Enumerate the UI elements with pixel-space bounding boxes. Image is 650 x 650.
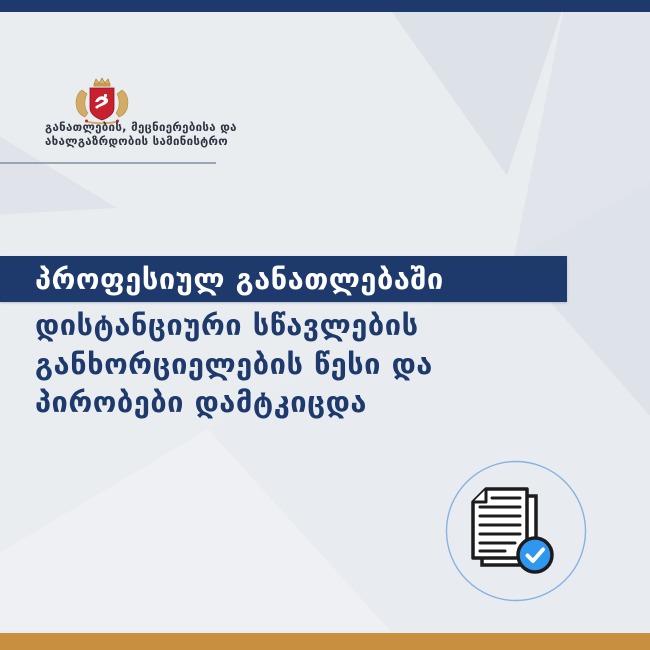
- headline-line-4: პირობები დამტკიცდა: [35, 385, 367, 419]
- header-divider-line: [0, 162, 216, 164]
- headline-line-3: განხორციელების წესი და: [35, 346, 433, 381]
- top-accent-bar: [0, 0, 650, 12]
- document-check-icon: [445, 460, 587, 602]
- bottom-accent-bar: [0, 633, 650, 650]
- headline-banner: [0, 256, 567, 302]
- headline-line-1: პროფესიულ განათლებაში: [35, 262, 444, 296]
- headline-line-2: დისტანციური სწავლების: [35, 308, 419, 342]
- georgia-coat-of-arms-icon: [72, 76, 132, 126]
- ministry-name: [45, 121, 237, 148]
- ministry-name-line2: ახალგაზრდობის სამინისტრო: [45, 133, 228, 148]
- headline-text: [35, 306, 635, 422]
- ministry-name-line1: განათლების, მეცნიერებისა და: [45, 120, 237, 134]
